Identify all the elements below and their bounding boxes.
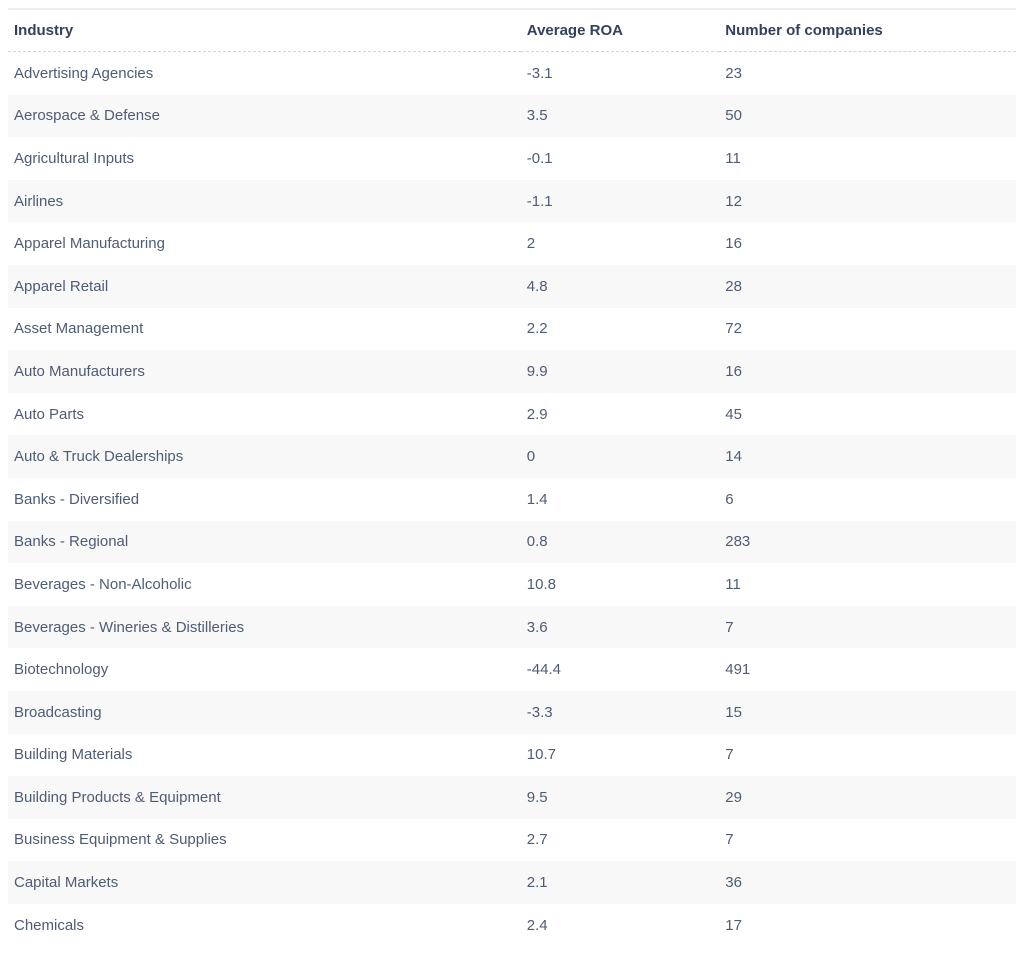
table-row — [8, 904, 1016, 947]
companies-cell: 11 — [725, 149, 741, 167]
roa-cell: 2.9 — [526, 405, 548, 423]
table-row — [8, 137, 1016, 180]
table-row — [8, 521, 1016, 564]
table-row — [8, 734, 1016, 777]
roa-cell: 0.8 — [526, 533, 548, 551]
roa-cell: 2.2 — [526, 320, 548, 338]
table-body — [8, 52, 1016, 947]
industry-cell: Auto & Truck Dealerships — [14, 448, 184, 466]
roa-cell: 9.5 — [526, 788, 548, 806]
industry-cell: Biotechnology — [14, 661, 109, 679]
industry-cell: Aerospace & Defense — [14, 107, 160, 125]
companies-cell: 72 — [725, 320, 742, 338]
roa-cell: -3.1 — [526, 64, 553, 82]
table-row — [8, 819, 1016, 862]
companies-cell: 23 — [725, 64, 742, 82]
roa-cell: 1.4 — [526, 490, 548, 508]
industry-cell: Auto Manufacturers — [14, 362, 145, 380]
table-row — [8, 861, 1016, 904]
roa-cell: 0 — [526, 448, 536, 466]
table-row — [8, 222, 1016, 265]
roa-cell: 10.8 — [526, 575, 556, 593]
companies-cell: 29 — [725, 788, 742, 806]
roa-cell: 2.4 — [526, 916, 548, 934]
companies-cell: 6 — [725, 490, 734, 508]
table-row — [8, 52, 1016, 95]
industry-cell: Airlines — [14, 192, 64, 210]
industry-cell: Chemicals — [14, 916, 85, 934]
industry-cell: Banks - Regional — [14, 533, 129, 551]
industry-cell: Broadcasting — [14, 703, 102, 721]
table-row — [8, 435, 1016, 478]
table-header — [8, 9, 1016, 52]
roa-cell: 2 — [526, 235, 536, 253]
roa-cell: -0.1 — [526, 149, 553, 167]
table-row — [8, 606, 1016, 649]
column-header-number-of-companies: Number of companies — [719, 9, 1016, 52]
table-row — [8, 776, 1016, 819]
table-row — [8, 478, 1016, 521]
roa-cell: 2.1 — [526, 874, 548, 892]
companies-cell: 12 — [725, 192, 742, 210]
companies-cell: 491 — [725, 661, 751, 679]
table-row — [8, 648, 1016, 691]
column-header-average-roa: Average ROA — [521, 9, 719, 52]
roa-cell: 3.5 — [526, 107, 548, 125]
header-row — [8, 9, 1016, 52]
companies-cell: 15 — [725, 703, 742, 721]
roa-cell: 3.6 — [526, 618, 548, 636]
companies-cell: 283 — [725, 533, 751, 551]
roa-cell: 9.9 — [526, 362, 548, 380]
companies-cell: 11 — [725, 575, 741, 593]
industry-cell: Advertising Agencies — [14, 64, 154, 82]
industry-cell: Building Products & Equipment — [14, 788, 221, 806]
companies-cell: 28 — [725, 277, 742, 295]
roa-cell: 2.7 — [526, 831, 548, 849]
industry-cell: Beverages - Wineries & Distilleries — [14, 618, 245, 636]
companies-cell: 17 — [725, 916, 742, 934]
companies-cell: 16 — [725, 362, 742, 380]
companies-cell: 14 — [725, 448, 742, 466]
companies-cell: 16 — [725, 235, 742, 253]
table-row — [8, 393, 1016, 436]
table-row — [8, 563, 1016, 606]
industry-cell: Apparel Manufacturing — [14, 235, 165, 253]
table-row — [8, 180, 1016, 223]
industry-cell: Building Materials — [14, 746, 133, 764]
industry-cell: Asset Management — [14, 320, 144, 338]
companies-cell: 7 — [725, 746, 734, 764]
table-row — [8, 350, 1016, 393]
industry-cell: Capital Markets — [14, 874, 119, 892]
industry-cell: Banks - Diversified — [14, 490, 140, 508]
companies-cell: 7 — [725, 831, 734, 849]
industry-cell: Auto Parts — [14, 405, 85, 423]
industry-cell: Beverages - Non-Alcoholic — [14, 575, 192, 593]
companies-cell: 45 — [725, 405, 742, 423]
companies-cell: 7 — [725, 618, 734, 636]
roa-cell: 4.8 — [526, 277, 548, 295]
table-row — [8, 308, 1016, 351]
table-row — [8, 691, 1016, 734]
industry-roa-table — [8, 8, 1016, 946]
industry-cell: Agricultural Inputs — [14, 149, 135, 167]
roa-cell: 10.7 — [526, 746, 556, 764]
companies-cell: 36 — [725, 874, 742, 892]
roa-cell: -44.4 — [526, 661, 561, 679]
companies-cell: 50 — [725, 107, 742, 125]
roa-cell: -3.3 — [526, 703, 553, 721]
industry-cell: Business Equipment & Supplies — [14, 831, 227, 849]
table-row — [8, 265, 1016, 308]
industry-cell: Apparel Retail — [14, 277, 109, 295]
roa-cell: -1.1 — [526, 192, 553, 210]
column-header-industry: Industry — [8, 9, 521, 52]
table-row — [8, 95, 1016, 138]
